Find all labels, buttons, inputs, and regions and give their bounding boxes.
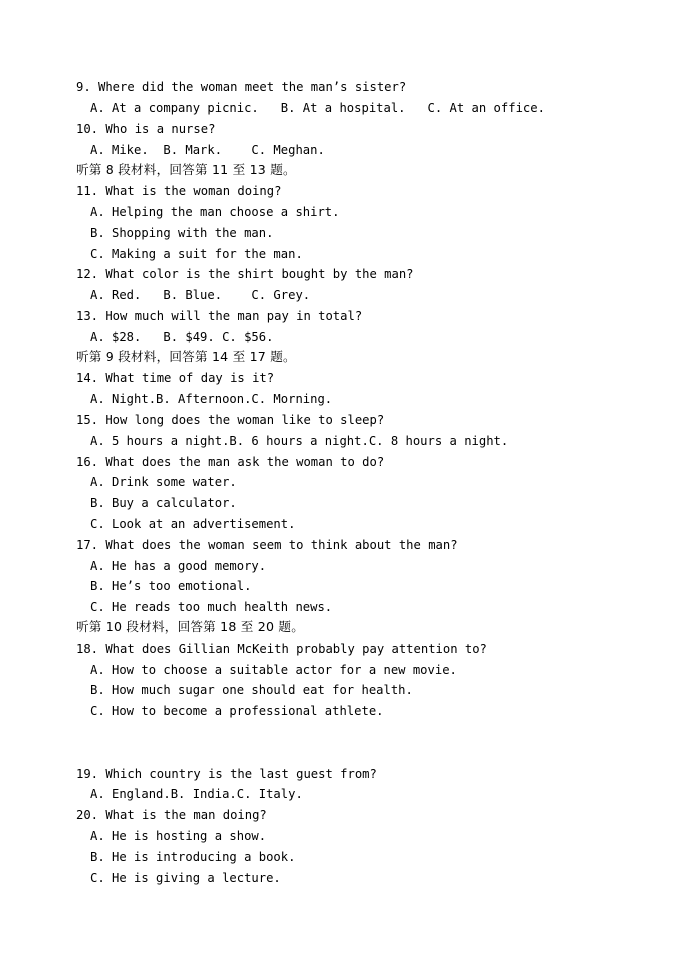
question-13-options: A. $28. B. $49. C. $56. xyxy=(90,330,274,344)
question-11: 11. What is the woman doing? xyxy=(76,184,282,198)
question-20-option-c: C. He is giving a lecture. xyxy=(90,871,281,885)
question-17-option-b: B. He’s too emotional. xyxy=(90,579,252,593)
question-20-option-b: B. He is introducing a book. xyxy=(90,850,296,864)
question-16-option-a: A. Drink some water. xyxy=(90,475,237,489)
question-19-options: A. England.B. India.C. Italy. xyxy=(90,787,303,801)
question-16: 16. What does the man ask the woman to do? xyxy=(76,455,385,469)
question-11-option-a: A. Helping the man choose a shirt. xyxy=(90,205,340,219)
question-9: 9. Where did the woman meet the man’s sister? xyxy=(76,80,407,94)
question-12-options: A. Red. B. Blue. C. Grey. xyxy=(90,288,311,302)
section-9-instruction: 听第 9 段材料，回答第 14 至 17 题。 xyxy=(76,349,296,364)
question-19: 19. Which country is the last guest from? xyxy=(76,767,377,781)
question-13: 13. How much will the man pay in total? xyxy=(76,309,363,323)
question-18-option-b: B. How much sugar one should eat for health. xyxy=(90,683,413,697)
question-9-options: A. At a company picnic. B. At a hospital. C. At an office. xyxy=(90,101,545,115)
question-16-option-b: B. Buy a calculator. xyxy=(90,496,237,510)
question-18: 18. What does Gillian McKeith probably pay attention to? xyxy=(76,642,487,656)
question-20: 20. What is the man doing? xyxy=(76,808,267,822)
question-18-option-c: C. How to become a professional athlete. xyxy=(90,704,384,718)
question-17-option-a: A. He has a good memory. xyxy=(90,559,267,573)
question-17-option-c: C. He reads too much health news. xyxy=(90,600,333,614)
question-15: 15. How long does the woman like to sleep? xyxy=(76,413,385,427)
question-17: 17. What does the woman seem to think about the man? xyxy=(76,538,458,552)
question-15-options: A. 5 hours a night.B. 6 hours a night.C. 8 hours a night. xyxy=(90,434,509,448)
section-8-instruction: 听第 8 段材料，回答第 11 至 13 题。 xyxy=(76,162,296,177)
question-20-option-a: A. He is hosting a show. xyxy=(90,829,267,843)
question-14: 14. What time of day is it? xyxy=(76,371,275,385)
question-10: 10. Who is a nurse? xyxy=(76,122,216,136)
question-11-option-c: C. Making a suit for the man. xyxy=(90,247,303,261)
question-12: 12. What color is the shirt bought by the man? xyxy=(76,267,414,281)
question-10-options: A. Mike. B. Mark. C. Meghan. xyxy=(90,143,325,157)
question-18-option-a: A. How to choose a suitable actor for a new movie. xyxy=(90,663,457,677)
question-16-option-c: C. Look at an advertisement. xyxy=(90,517,296,531)
question-11-option-b: B. Shopping with the man. xyxy=(90,226,274,240)
question-14-options: A. Night.B. Afternoon.C. Morning. xyxy=(90,392,333,406)
section-10-instruction: 听第 10 段材料，回答第 18 至 20 题。 xyxy=(76,619,305,634)
